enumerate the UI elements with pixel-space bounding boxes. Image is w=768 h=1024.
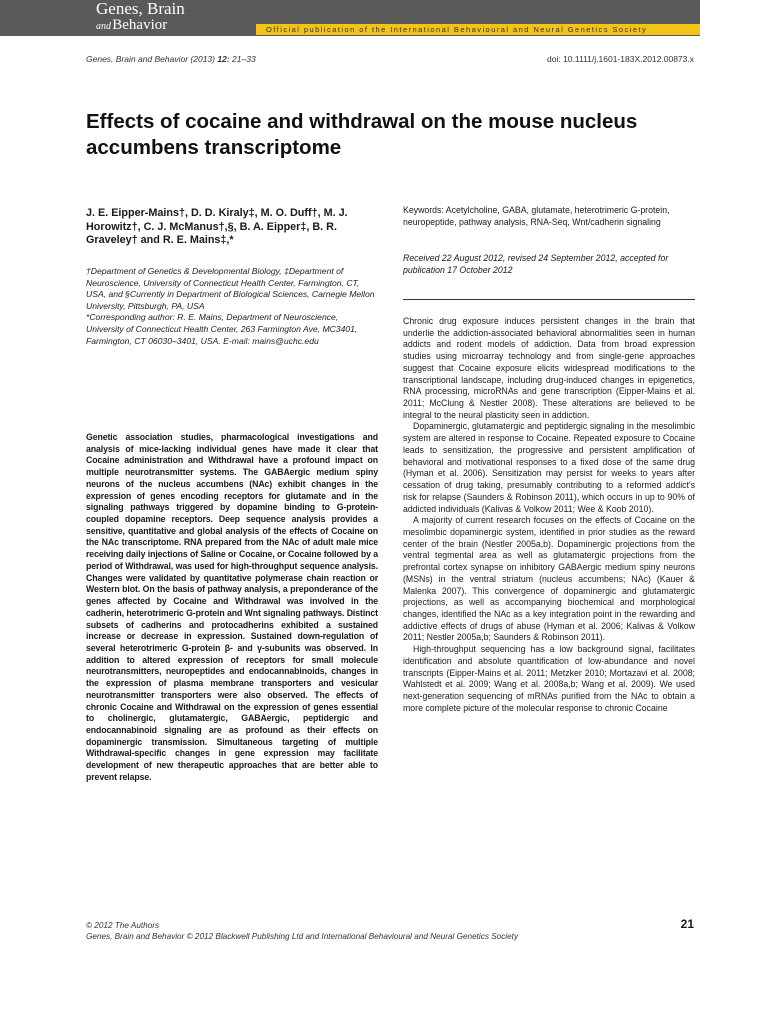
citation-line (86, 54, 256, 64)
copyright-authors: © 2012 The Authors (86, 921, 160, 930)
doi-link[interactable]: doi: 10.1111/j.1601-183X.2012.00873.x (547, 54, 694, 64)
society-text: Official publication of the International Behavioural and Neural Genetics Society (266, 25, 648, 34)
author-list: J. E. Eipper-Mains†, D. D. Kiraly‡, M. O. Duff†, M. J. Horowitz†, C. J. McManus†,§, B. A. Eipper‡, B. R. Graveley† and R. E. Mains‡,* (86, 207, 348, 246)
affiliations: †Department of Genetics & Developmental Biology, ‡Department of Neuroscience, University of Connecticut Health Center, Farmington, CT, USA, and §Currently in Department of Biological Sciences, Carnegie Mellon University, Pittsburgh, PA, USA (86, 266, 375, 311)
article-title: Effects of cocaine and withdrawal on the mouse nucleus accumbens transcriptome (86, 110, 638, 159)
body-text (403, 316, 695, 714)
divider-rule (403, 299, 695, 300)
body-paragraph: A majority of current research focuses on the effects of Cocaine on the mesolimbic dopaminergic system, identified in prior studies as the reward center of the brain (Nestler 2005a,b). Dopaminergic projections from the ventral tegmental area as well as glutamatergic projections from the prefrontal cortex synapse on inhibitory GABAergic medium spiny neurons (MSNs) in the ventral striatum (nucleus accumbens; NAc) (Kauer & Malenka 2007). This convergence of dopaminergic and glutamatergic projections, as well as accompanying biochemical and morphological changes, identified the NAc as a key integration point in the rewarding and addictive effects of drugs of abuse (Hyman et al. 2006; Kalivas & Volkow 2011; Nestler 2005a,b; Saunders & Robinson 2011). (403, 515, 695, 643)
citation-volume: 12: (217, 54, 230, 64)
page-number: 21 (680, 917, 694, 931)
journal-name-line2 (96, 17, 185, 35)
citation-pages: 21–33 (232, 54, 256, 64)
keywords: Keywords: Acetylcholine, GABA, glutamate, heterotrimeric G-protein, neuropeptide, pathway analysis, RNA-Seq, Wnt/cadherin signaling (403, 205, 670, 227)
abstract: Genetic association studies, pharmacological investigations and analysis of mice-lacking individual genes have made it clear that Cocaine administration and Withdrawal have a profound impact on multiple neurotransmitter systems. The GABAergic medium spiny neurons of the nucleus accumbens (NAc) exhibit changes in the expression of genes encoding receptors for glutamate and in the signaling pathways triggered by dopamine binding to G-protein-coupled dopamine receptors. Deep sequence analysis provides a sensitive, quantitative and global analysis of the effects of Cocaine on the NAc transcriptome. RNA prepared from the NAc of adult male mice receiving daily injections of Saline or Cocaine, or Cocaine followed by a period of Withdrawal, was used for high-throughput sequence analysis. Changes were validated by quantitative polymerase chain reaction or Western blot. On the basis of pathway analysis, a preponderance of the genes affected by Cocaine and Withdrawal was involved in the cadherin, heterotrimeric G-protein and Wnt signaling pathways. Distinct subsets of cadherins and protocadherins exhibited a sustained increase or decrease in expression. Sustained down-regulation of several heterotrimeric G-protein β- and γ-subunits was observed. In addition to altered expression of receptors for small molecule neurotransmitters, neuropeptides and endocannabinoids, changes in the expression of plasma membrane transporters and vesicular neurotransmitter transporters were also observed. The effects of chronic Cocaine and Withdrawal on the expression of genes essential to cholinergic, glutamatergic, GABAergic, peptidergic and endocannabinoid signaling are as profound as their effects on dopaminergic transmission. Simultaneous targeting of multiple Withdrawal-specific changes in gene expression may facilitate development of new therapeutic approaches that are better able to prevent relapse. (86, 432, 378, 782)
affiliations-block (86, 266, 378, 347)
journal-logo (96, 0, 185, 35)
body-paragraph: Chronic drug exposure induces persistent changes in the brain that underlie the addiction-associated behavioral abnormalities seen in human addicts and rodent models of addiction. Data from broad expression studies using microarray technology and from single-gene approaches suggest that Cocaine exposure elicits widespread modifications to the transcriptional landscape, including drug-induced changes in epigenetics, RNA processing, microRNAs and gene transcription (Eipper-Mains et al. 2011; McClung & Nestler 2008). These alterations are believed to be integral to the neural plasticity seen in addiction. (403, 316, 695, 420)
journal-name-behavior: Behavior (112, 17, 168, 33)
received-dates: Received 22 August 2012, revised 24 September 2012, accepted for publication 17 October 2012 (403, 253, 669, 275)
journal-name-line1: Genes, Brain (96, 0, 185, 18)
journal-banner (0, 0, 700, 36)
citation-journal: Genes, Brain and Behavior (2013) (86, 54, 215, 64)
society-strip (256, 24, 700, 35)
corresponding-author: *Corresponding author: R. E. Mains, Department of Neuroscience, University of Connecticut Health Center, 263 Farmington Ave, MC3401, Farmington, CT 06030–3401, USA. E-mail: mains@uchc.edu (86, 312, 358, 346)
body-paragraph: High-throughput sequencing has a low background signal, facilitates identification and absolute quantification of low-abundance and novel transcripts (Eipper-Mains et al. 2011; Metzker 2010; Mortazavi et al. 2008; Wahlstedt et al. 2009; Wang et al. 2008a,b; Wang et al. 2009). We used next-generation sequencing of mRNAs purified from the NAc to obtain a more complete picture of the molecular response to chronic Cocaine (403, 644, 695, 713)
body-paragraph: Dopaminergic, glutamatergic and peptidergic signaling in the mesolimbic system are altered in response to Cocaine. Repeated exposure to Cocaine leads to sensitization, the progressive and persistent amplification of behavioral and motivational responses to a fixed dose of the same drug (Hyman et al. 2006). Sensitization may persist for weeks to years after cessation of drug taking, presumably contributing to a reformed addict's risk for relapse (Saunders & Robinson 2011), which occurs in up to 90% of addicted individuals (Kalivas & Volkow 2011; Wee & Koob 2010). (403, 421, 695, 514)
copyright-publisher: Genes, Brain and Behavior © 2012 Blackwell Publishing Ltd and International Behavioural and Neural Genetics Society (86, 932, 519, 941)
journal-name-and: and (96, 21, 111, 32)
footer-copyright (86, 920, 518, 942)
